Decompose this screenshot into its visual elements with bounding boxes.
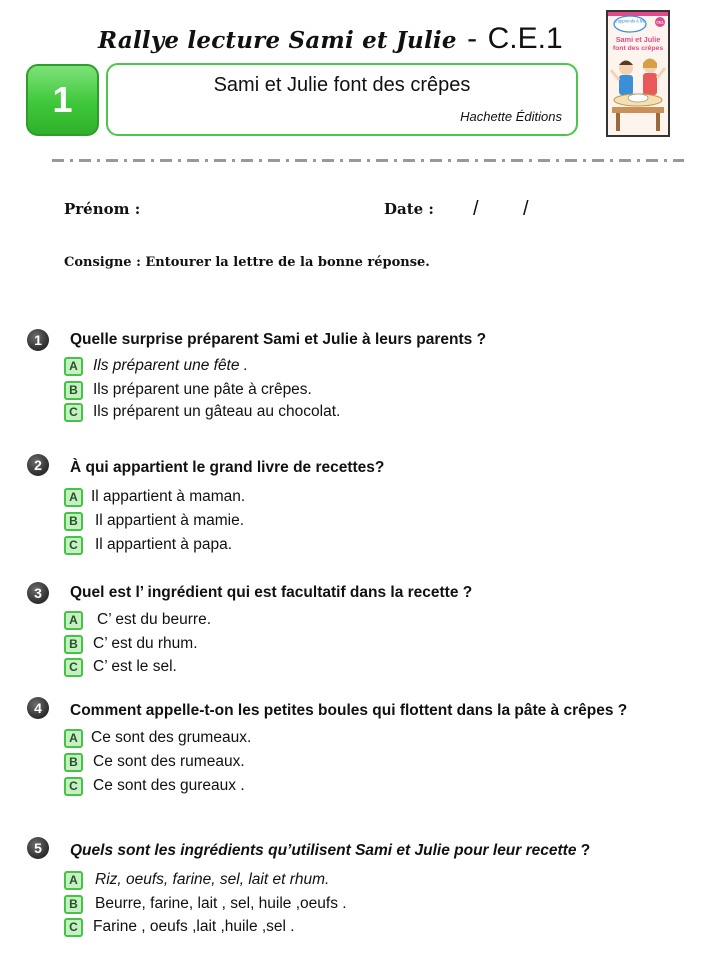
answer-text: C’ est du beurre. — [97, 611, 212, 628]
answer-option-2b[interactable] — [64, 510, 244, 532]
answer-option-3c[interactable] — [64, 656, 177, 678]
date-label: Date : — [384, 200, 434, 218]
worksheet-header — [98, 22, 563, 62]
question-text-wrap — [70, 842, 590, 860]
dashed-separator — [52, 159, 684, 162]
answer-letter[interactable]: A — [64, 729, 83, 748]
answer-letter[interactable]: A — [64, 357, 83, 376]
answer-text: Ils préparent un gâteau au chocolat. — [93, 403, 341, 420]
answer-option-3b[interactable] — [64, 633, 198, 655]
answer-letter[interactable]: B — [64, 635, 83, 654]
answer-option-1b[interactable] — [64, 379, 312, 401]
answer-text: Beurre, farine, lait , sel, huile ,oeufs . — [95, 895, 347, 912]
answer-letter[interactable]: A — [64, 871, 83, 890]
answer-letter[interactable]: C — [64, 918, 83, 937]
answer-letter[interactable]: C — [64, 777, 83, 796]
first-name-label: Prénom : — [64, 200, 141, 218]
instruction: Consigne : Entourer la lettre de la bonne réponse. — [64, 255, 430, 270]
grade-level: C.E.1 — [487, 22, 563, 55]
answer-text: Il appartient à papa. — [95, 536, 233, 553]
answer-text: Ce sont des gureaux . — [93, 777, 245, 794]
date-separator-1: / — [473, 198, 479, 220]
question-text: Quelle surprise préparent Sami et Julie à leurs parents ? — [70, 331, 487, 348]
date-separator-2: / — [523, 198, 529, 220]
book-cover-illustration — [608, 12, 668, 135]
answer-letter[interactable]: A — [64, 488, 83, 507]
answer-letter[interactable]: A — [64, 611, 83, 630]
question-text: Comment appelle-t-on les petites boules qui flottent dans la pâte à crêpes ? — [70, 702, 628, 719]
cover-badge: J'apprends à lire — [614, 18, 646, 24]
answer-text: Farine , oeufs ,lait ,huile ,sel . — [93, 918, 295, 935]
question-text: Quel est l’ ingrédient qui est facultatif dans la recette ? — [70, 584, 473, 601]
answer-text: Riz, oeufs, farine, sel, lait et rhum. — [95, 871, 330, 888]
header-separator: - — [467, 22, 478, 55]
book-cover-image — [606, 10, 670, 137]
answer-letter[interactable]: B — [64, 512, 83, 531]
question-number-badge: 2 — [27, 454, 49, 476]
answer-text: Il appartient à maman. — [91, 488, 246, 505]
answer-text: Il appartient à mamie. — [95, 512, 245, 529]
answer-option-1c[interactable] — [64, 401, 340, 423]
answer-letter[interactable]: C — [64, 658, 83, 677]
cover-title-line1: Sami et Julie — [615, 35, 661, 44]
answer-letter[interactable]: C — [64, 536, 83, 555]
answer-option-5c[interactable] — [64, 916, 295, 938]
answer-option-2a[interactable] — [64, 486, 245, 508]
book-number-badge: 1 — [26, 64, 99, 136]
question-text: À qui appartient le grand livre de recettes? — [70, 459, 385, 476]
cover-level: CE1 — [656, 20, 664, 25]
answer-text: Ce sont des grumeaux. — [91, 729, 252, 746]
answer-option-2c[interactable] — [64, 534, 232, 556]
answer-letter[interactable]: B — [64, 381, 83, 400]
answer-letter[interactable]: B — [64, 753, 83, 772]
answer-text: Ce sont des rumeaux. — [93, 753, 245, 770]
answer-text: Ils préparent une fête . — [93, 357, 249, 374]
answer-option-3a[interactable] — [64, 609, 211, 631]
answer-option-4c[interactable] — [64, 775, 245, 797]
answer-option-4a[interactable] — [64, 727, 251, 749]
rallye-title: Rallye lecture Sami et Julie — [98, 27, 457, 54]
cover-title-line2: font des crêpes — [612, 45, 664, 52]
answer-letter[interactable]: C — [64, 403, 83, 422]
question-text: Quels sont les ingrédients qu’utilisent Sami et Julie pour leur recette — [70, 842, 577, 859]
question-number-badge: 1 — [27, 329, 49, 351]
answer-text: C’ est le sel. — [93, 658, 177, 675]
question-number-badge: 5 — [27, 837, 49, 859]
question-number-badge: 4 — [27, 697, 49, 719]
answer-option-1a[interactable] — [64, 355, 248, 377]
book-title: Sami et Julie font des crêpes — [213, 74, 471, 96]
question-number-badge: 3 — [27, 582, 49, 604]
question-text-end: ? — [576, 842, 591, 859]
answer-option-5a[interactable] — [64, 869, 329, 891]
answer-letter[interactable]: B — [64, 895, 83, 914]
answer-option-5b[interactable] — [64, 893, 347, 915]
publisher: Hachette Éditions — [460, 109, 562, 124]
answer-text: C’ est du rhum. — [93, 635, 198, 652]
book-title-box — [106, 63, 578, 136]
answer-text: Ils préparent une pâte à crêpes. — [93, 381, 312, 398]
answer-option-4b[interactable] — [64, 751, 245, 773]
